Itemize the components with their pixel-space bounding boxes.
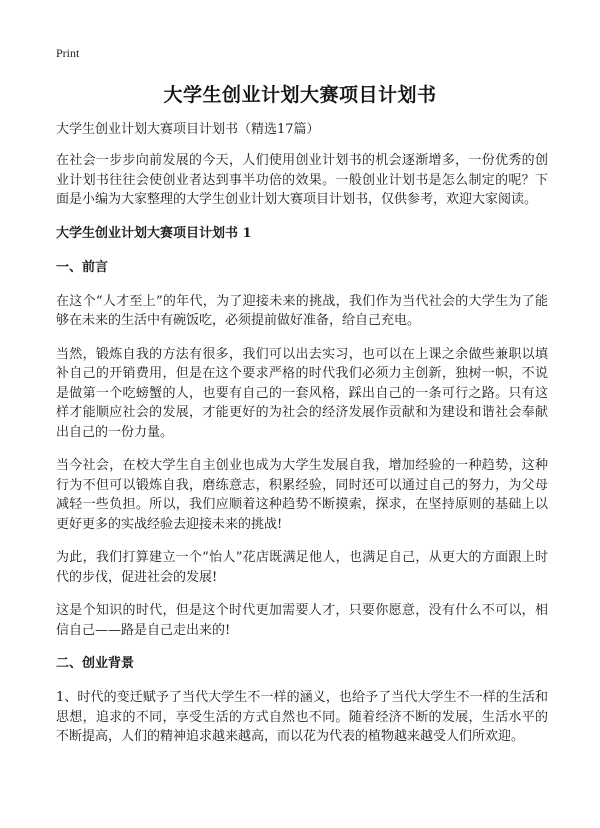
- document-title: 大学生创业计划大赛项目计划书: [163, 84, 437, 106]
- part1-paragraph-4: 为此，我们打算建立一个“怡人”花店既满足他人，也满足自己，从更大的方面跟上时代的步伐，促进社会的发展!: [56, 550, 548, 585]
- section-heading: 大学生创业计划大赛项目计划书 1: [56, 225, 252, 241]
- part1-paragraph-2: 当然，锻炼自我的方法有很多，我们可以出去实习，也可以在上课之余做些兼职以填补自己的开销费用，但是在这个要求严格的时代我们必须力主创新，独树一帜，不说是做第一个吃螃蟹的人，也要有自己的一套风格，踩出自己的一条可行之路。只有这样才能顺应社会的发展，才能更好的为社会的经济发展作贡献和为建设和谐社会奉献出自己的一份力量。: [56, 346, 548, 440]
- part1-paragraph-1: 在这个“人才至上”的年代，为了迎接未来的挑战，我们作为当代社会的大学生为了能够在未来的生活中有碗饭吃，必须提前做好准备，给自己充电。: [56, 293, 548, 328]
- print-link[interactable]: Print: [56, 46, 80, 60]
- intro-paragraph: 在社会一步步向前发展的今天，人们使用创业计划书的机会逐渐增多，一份优秀的创业计划书往往会使创业者达到事半功倍的效果。一般创业计划书是怎么制定的呢？下面是小编为大家整理的大学生创业计划大赛项目计划书，仅供参考，欢迎大家阅读。: [56, 153, 548, 207]
- document-subtitle: 大学生创业计划大赛项目计划书（精选17篇）: [56, 122, 320, 137]
- part1-paragraph-5: 这是个知识的时代，但是这个时代更加需要人才，只要你愿意，没有什么不可以，相信自己——路是自己走出来的!: [56, 603, 548, 638]
- part1-heading: 一、前言: [56, 259, 109, 275]
- part1-paragraph-3: 当今社会，在校大学生自主创业也成为大学生发展自我，增加经验的一种趋势，这种行为不但可以锻炼自我，磨练意志，积累经验，同时还可以通过自己的努力，为父母减轻一些负担。所以，我们应顺着这种趋势不断摸索，探求，在坚持原则的基础上以更好更多的实战经验去迎接未来的挑战!: [56, 458, 548, 532]
- document-body: [56, 120, 548, 761]
- part2-heading: 二、创业背景: [56, 656, 135, 671]
- part2-paragraph-1: 1、时代的变迁赋予了当代大学生不一样的涵义，也给予了当代大学生不一样的生活和思想，追求的不同，享受生活的方式自然也不同。随着经济不断的发展，生活水平的不断提高，人们的精神追求越来越高，而以花为代表的植物越来越受人们所欢迎。: [56, 690, 548, 744]
